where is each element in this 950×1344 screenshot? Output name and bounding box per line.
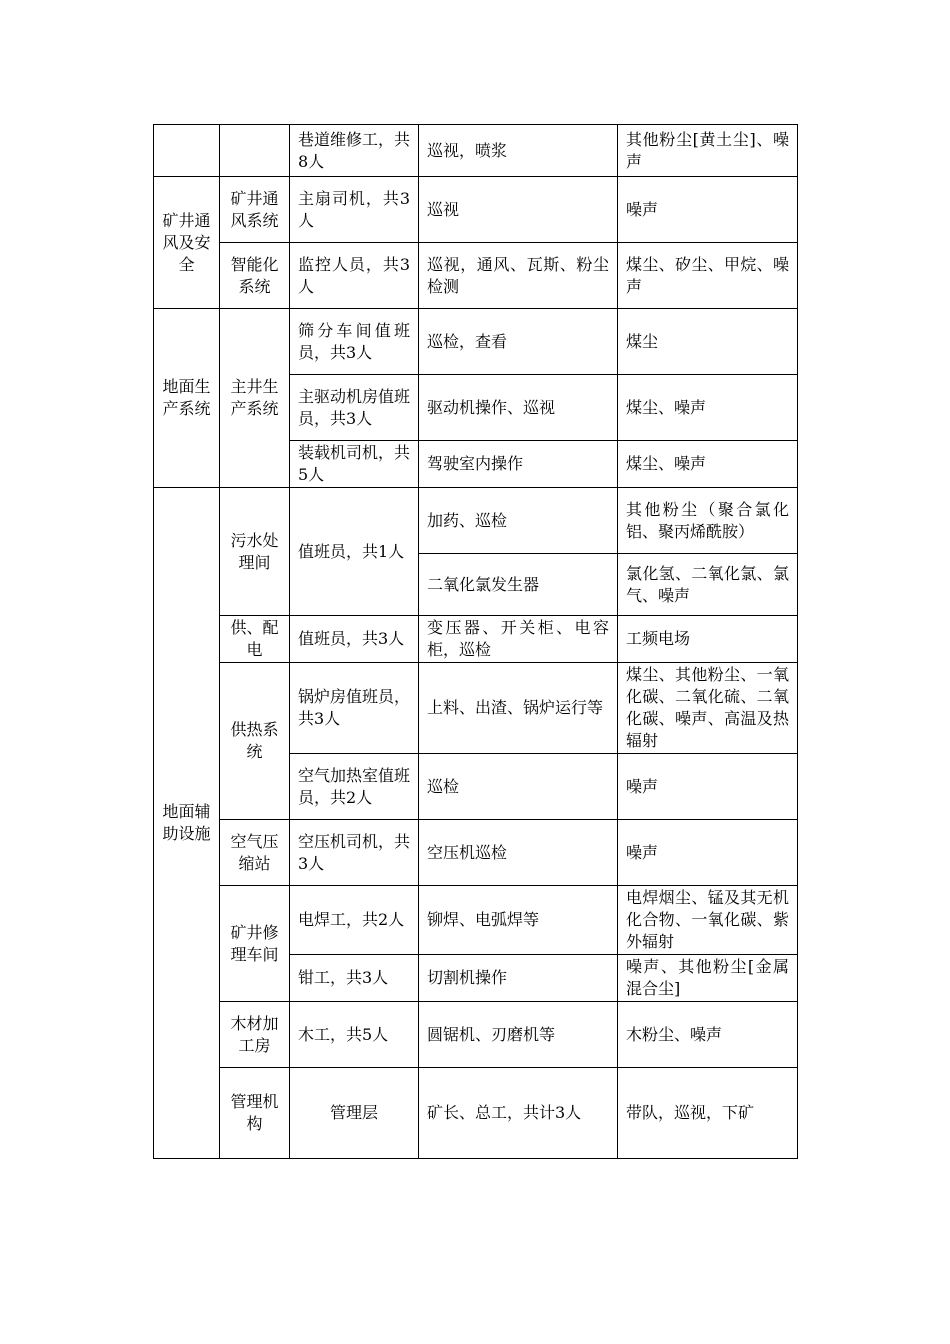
hazard-cell: 噪声 bbox=[618, 820, 798, 886]
table-row bbox=[154, 309, 798, 375]
activity-cell: 上料、出渣、锅炉运行等 bbox=[419, 663, 618, 754]
table-row bbox=[154, 1068, 798, 1159]
table-row bbox=[154, 125, 798, 177]
personnel-cell: 钳工，共3人 bbox=[290, 955, 419, 1002]
personnel-cell: 木工，共5人 bbox=[290, 1002, 419, 1068]
personnel-cell: 监控人员，共3人 bbox=[290, 243, 419, 309]
subsystem-cell bbox=[220, 125, 290, 177]
subsystem-cell: 矿井修理车间 bbox=[220, 886, 290, 1002]
hazard-cell: 木粉尘、噪声 bbox=[618, 1002, 798, 1068]
activity-cell: 巡视，通风、瓦斯、粉尘检测 bbox=[419, 243, 618, 309]
table-row bbox=[154, 177, 798, 243]
hazard-cell: 噪声、其他粉尘[金属混合尘] bbox=[618, 955, 798, 1002]
table-row bbox=[154, 616, 798, 663]
activity-cell: 巡视 bbox=[419, 177, 618, 243]
personnel-cell: 电焊工，共2人 bbox=[290, 886, 419, 955]
activity-cell: 铆焊、电弧焊等 bbox=[419, 886, 618, 955]
system-cell: 管理机构 bbox=[220, 1068, 290, 1159]
activity-cell: 驱动机操作、巡视 bbox=[419, 375, 618, 441]
table-row bbox=[154, 243, 798, 309]
activity-cell: 巡检，查看 bbox=[419, 309, 618, 375]
hazard-cell: 煤尘、其他粉尘、一氧化碳、二氧化硫、二氧化碳、噪声、高温及热辐射 bbox=[618, 663, 798, 754]
personnel-cell: 值班员，共1人 bbox=[290, 488, 419, 616]
table-row bbox=[154, 488, 798, 554]
activity-cell: 切割机操作 bbox=[419, 955, 618, 1002]
personnel-cell: 值班员，共3人 bbox=[290, 616, 419, 663]
activity-cell: 巡视，喷浆 bbox=[419, 125, 618, 177]
hazard-cell: 煤尘、噪声 bbox=[618, 441, 798, 488]
personnel-cell: 空压机司机，共3人 bbox=[290, 820, 419, 886]
personnel-cell: 装载机司机，共5人 bbox=[290, 441, 419, 488]
subsystem-cell: 空气压缩站 bbox=[220, 820, 290, 886]
activity-cell: 变压器、开关柜、电容柜，巡检 bbox=[419, 616, 618, 663]
table-row bbox=[154, 886, 798, 955]
hazard-cell: 氯化氢、二氧化氯、氯气、噪声 bbox=[618, 554, 798, 616]
subsystem-cell: 智能化系统 bbox=[220, 243, 290, 309]
hazard-cell: 其他粉尘[黄土尘]、噪声 bbox=[618, 125, 798, 177]
personnel-cell: 锅炉房值班员，共3人 bbox=[290, 663, 419, 754]
subsystem-cell: 主井生产系统 bbox=[220, 309, 290, 488]
activity-cell: 二氧化氯发生器 bbox=[419, 554, 618, 616]
subsystem-cell: 矿井通风系统 bbox=[220, 177, 290, 243]
personnel-cell: 巷道维修工，共8人 bbox=[290, 125, 419, 177]
activity-cell: 圆锯机、刃磨机等 bbox=[419, 1002, 618, 1068]
personnel-cell: 矿长、总工，共计3人 bbox=[419, 1068, 618, 1159]
hazard-cell: 煤尘 bbox=[618, 309, 798, 375]
table-row bbox=[154, 820, 798, 886]
hazard-cell: 电焊烟尘、锰及其无机化合物、一氧化碳、紫外辐射 bbox=[618, 886, 798, 955]
hazard-cell: 其他粉尘（聚合氯化铝、聚丙烯酰胺） bbox=[618, 488, 798, 554]
activity-cell: 空压机巡检 bbox=[419, 820, 618, 886]
activity-cell: 巡检 bbox=[419, 754, 618, 820]
hazard-cell: 噪声 bbox=[618, 177, 798, 243]
personnel-cell: 筛分车间值班员，共3人 bbox=[290, 309, 419, 375]
subsystem-cell: 管理层 bbox=[290, 1068, 419, 1159]
hazard-cell: 工频电场 bbox=[618, 616, 798, 663]
system-cell: 矿井通风及安全 bbox=[154, 177, 220, 309]
system-cell: 地面生产系统 bbox=[154, 309, 220, 488]
hazard-cell: 噪声 bbox=[618, 754, 798, 820]
subsystem-cell: 供、配电 bbox=[220, 616, 290, 663]
activity-cell: 驾驶室内操作 bbox=[419, 441, 618, 488]
table-row bbox=[154, 1002, 798, 1068]
personnel-cell: 主驱动机房值班员，共3人 bbox=[290, 375, 419, 441]
subsystem-cell: 木材加工房 bbox=[220, 1002, 290, 1068]
system-cell bbox=[154, 125, 220, 177]
subsystem-cell: 污水处理间 bbox=[220, 488, 290, 616]
table-row bbox=[154, 663, 798, 754]
personnel-cell: 空气加热室值班员，共2人 bbox=[290, 754, 419, 820]
system-cell: 地面辅助设施 bbox=[154, 488, 220, 1159]
activity-cell: 加药、巡检 bbox=[419, 488, 618, 554]
subsystem-cell: 供热系统 bbox=[220, 663, 290, 820]
hazard-cell: 煤尘、噪声 bbox=[618, 375, 798, 441]
hazard-cell: 煤尘、矽尘、甲烷、噪声 bbox=[618, 243, 798, 309]
occupational-hazard-table bbox=[153, 124, 798, 1159]
personnel-cell: 主扇司机，共3人 bbox=[290, 177, 419, 243]
activity-cell: 带队，巡视，下矿 bbox=[618, 1068, 798, 1159]
